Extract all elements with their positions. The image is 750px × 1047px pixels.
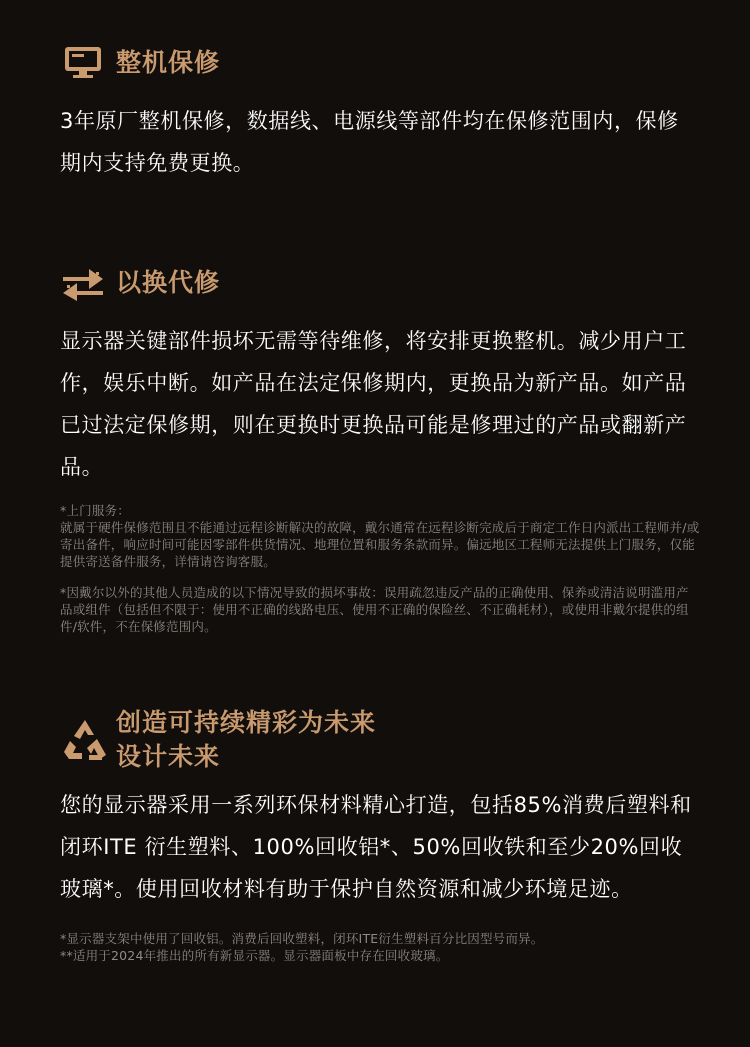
recycled-glass-note: **适用于2024年推出的所有新显示器。显示器面板中存在回收玻璃。 [60, 948, 449, 963]
warranty-title: 整机保修 [116, 48, 221, 77]
eco-notes [60, 930, 700, 964]
exchange-section [60, 260, 700, 635]
monitor-icon [60, 40, 106, 86]
exchange-heading [60, 260, 700, 306]
eco-body: 您的显示器采用一系列环保材料精心打造，包括85%消费后塑料和闭环ITE 衍生塑料、100%回收铝*、50%回收铁和至少20%回收玻璃*。使用回收材料有助于保护自然资源和减少环境足迹。 [60, 793, 692, 901]
warranty-heading [60, 40, 700, 86]
damage-exclusion-note: *因戴尔以外的其他人员造成的以下情况导致的损坏事故：误用疏忽违反产品的正确使用、保养或清洁说明滥用产品或组件（包括但不限于：使用不正确的线路电压、使用不正确的保险丝、不正确耗材），或使用非戴尔提供的组件/软件，不在保修范围内。 [60, 585, 689, 634]
onsite-service-note-body: 就属于硬件保修范围且不能通过远程诊断解决的故障，戴尔通常在远程诊断完成后于商定工作日内派出工程师并/或寄出备件，响应时间可能因零部件供货情况、地理位置和服务条款而异。偏远地区工程师无法提供上门服务，仅能提供寄送备件服务，详情请咨询客服。 [60, 520, 700, 569]
swap-arrows-icon [60, 260, 106, 306]
warranty-section [60, 40, 700, 184]
exchange-title: 以换代修 [116, 268, 221, 297]
eco-title-group [116, 706, 376, 774]
recycle-icon [60, 715, 110, 765]
eco-title-line1: 创造可持续精彩为未来 [116, 708, 377, 737]
eco-section [60, 706, 700, 964]
recycled-aluminum-note: *显示器支架中使用了回收铝。消费后回收塑料，闭环ITE衍生塑料百分比因型号而异。 [60, 931, 544, 946]
onsite-service-note-title: *上门服务： [60, 503, 130, 518]
warranty-body: 3年原厂整机保修，数据线、电源线等部件均在保修范围内，保修期内支持免费更换。 [60, 109, 679, 175]
onsite-service-note [60, 502, 700, 570]
eco-heading [60, 706, 700, 774]
eco-title-line2: 设计未来 [116, 742, 221, 771]
exchange-body: 显示器关键部件损坏无需等待维修，将安排更换整机。减少用户工作，娱乐中断。如产品在法定保修期内，更换品为新产品。如产品已过法定保修期，则在更换时更换品可能是修理过的产品或翻新产品。 [60, 329, 687, 479]
